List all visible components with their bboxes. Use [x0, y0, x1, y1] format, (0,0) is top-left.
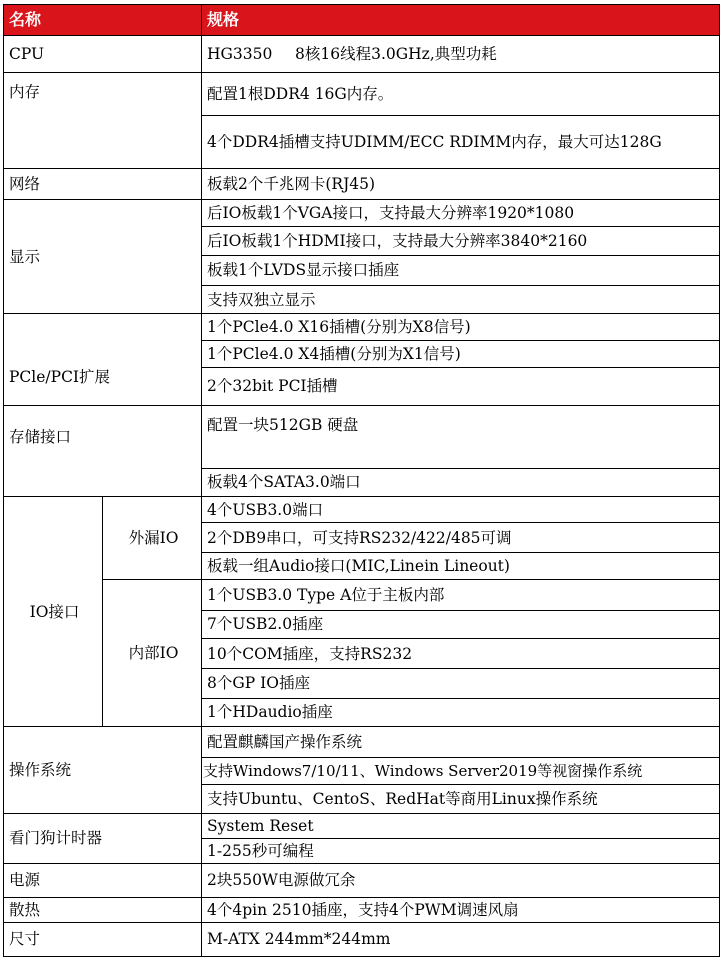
table-row — [4, 922, 720, 956]
network-label: 网络 — [4, 168, 202, 199]
os-linux: 支持Ubuntu、CentoS、RedHat等商用Linux操作系统 — [202, 784, 720, 814]
table-row — [4, 72, 720, 115]
size-spec: M-ATX 244mm*244mm — [202, 922, 720, 956]
pcie-item: 2个32bit PCI插槽 — [202, 367, 720, 405]
memory-slots: 4个DDR4插槽支持UDIMM/ECC RDIMM内存，最大可达128G — [202, 115, 720, 168]
memory-label: 内存 — [4, 72, 202, 168]
table-row — [4, 727, 720, 758]
io-internal-item: 1个USB3.0 Type A位于主板内部 — [202, 579, 720, 610]
io-internal-item: 7个USB2.0插座 — [202, 610, 720, 639]
os-windows: 支持Windows7/10/11、Windows Server2019等视窗操作系统 — [202, 758, 720, 785]
io-external-item: 4个USB3.0端口 — [202, 496, 720, 523]
cooling-label: 散热 — [4, 898, 202, 923]
storage-sata: 板载4个SATA3.0端口 — [202, 469, 720, 497]
table-row — [4, 579, 720, 610]
io-label: IO接口 — [4, 496, 103, 727]
spec-table — [3, 4, 720, 957]
table-row — [4, 168, 720, 199]
pcie-label: PCle/PCI扩展 — [4, 314, 202, 405]
header-name: 名称 — [4, 5, 202, 36]
display-item: 支持双独立显示 — [202, 285, 720, 314]
watchdog-item: 1-255秒可编程 — [202, 838, 720, 863]
io-external-item: 2个DB9串口，可支持RS232/422/485可调 — [202, 523, 720, 553]
storage-config: 配置一块512GB 硬盘 — [202, 405, 720, 469]
network-spec: 板载2个千兆网卡(RJ45) — [202, 168, 720, 199]
table-row — [4, 898, 720, 923]
os-label: 操作系统 — [4, 727, 202, 814]
power-spec: 2块550W电源做冗余 — [202, 863, 720, 898]
display-label: 显示 — [4, 199, 202, 314]
cpu-desc: 8核16线程3.0GHz,典型功耗 — [295, 44, 497, 63]
display-item: 板载1个LVDS显示接口插座 — [202, 256, 720, 286]
power-label: 电源 — [4, 863, 202, 898]
memory-config: 配置1根DDR4 16G内存。 — [202, 72, 720, 115]
cpu-label: CPU — [4, 35, 202, 72]
header-row — [4, 5, 720, 36]
storage-label: 存储接口 — [4, 405, 202, 496]
io-internal-label: 内部IO — [103, 579, 202, 727]
size-label: 尺寸 — [4, 922, 202, 956]
cooling-spec: 4个4pin 2510插座，支持4个PWM调速风扇 — [202, 898, 720, 923]
display-item: 后IO板载1个VGA接口，支持最大分辨率1920*1080 — [202, 199, 720, 227]
table-row — [4, 405, 720, 469]
table-row — [4, 199, 720, 227]
io-internal-item: 1个HDaudio插座 — [202, 698, 720, 727]
table-row — [4, 314, 720, 341]
watchdog-label: 看门狗计时器 — [4, 814, 202, 863]
pcie-item: 1个PCle4.0 X16插槽(分别为X8信号) — [202, 314, 720, 341]
os-config: 配置麒麟国产操作系统 — [202, 727, 720, 758]
pcie-item: 1个PCle4.0 X4插槽(分别为X1信号) — [202, 341, 720, 368]
watchdog-item: System Reset — [202, 814, 720, 839]
table-row — [4, 863, 720, 898]
cpu-spec — [202, 35, 720, 72]
cpu-model: HG3350 — [207, 44, 273, 63]
header-spec: 规格 — [202, 5, 720, 36]
table-row — [4, 35, 720, 72]
io-internal-item: 8个GP IO插座 — [202, 668, 720, 698]
io-external-item: 板载一组Audio接口(MIC,Linein Lineout) — [202, 553, 720, 580]
display-item: 后IO板载1个HDMI接口，支持最大分辨率3840*2160 — [202, 227, 720, 256]
table-row — [4, 496, 720, 523]
table-row — [4, 814, 720, 839]
io-internal-item: 10个COM插座，支持RS232 — [202, 639, 720, 669]
io-external-label: 外漏IO — [103, 496, 202, 579]
